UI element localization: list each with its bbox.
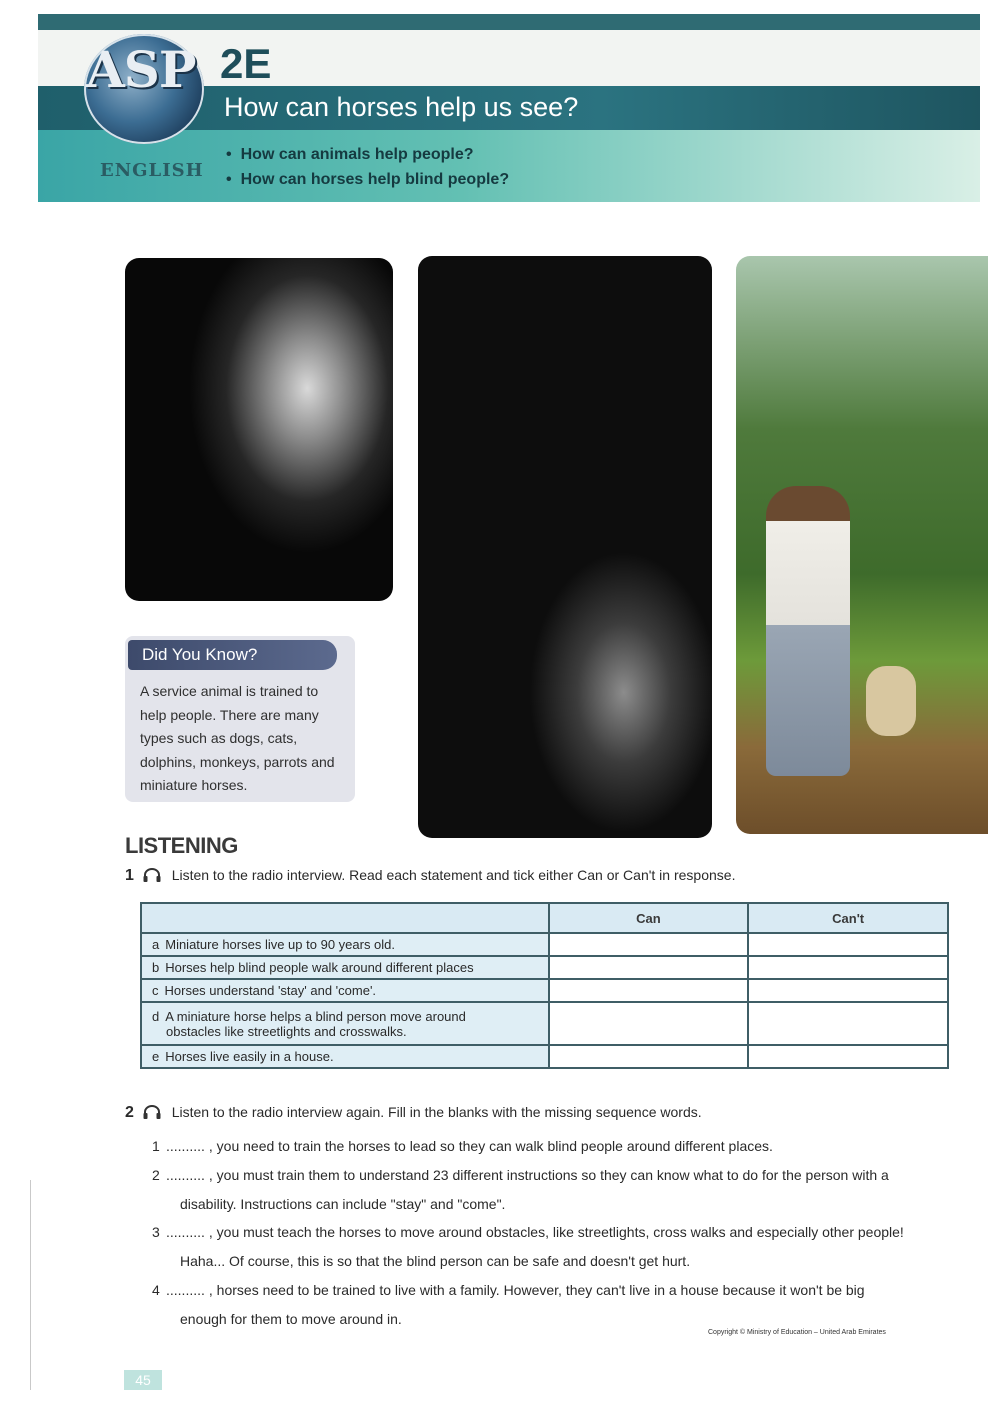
- task-number: 2: [125, 1104, 134, 1121]
- list-item: 4 .......... , horses need to be trained to live with a family. However, they can't live in a house because it won't be big: [152, 1282, 865, 1298]
- can-tick-cell[interactable]: [549, 933, 749, 956]
- blank-input[interactable]: ..........: [166, 1138, 205, 1154]
- list-item: 2 .......... , you must train them to understand 23 different instructions so they can know what to do for the person with a: [152, 1167, 889, 1183]
- headphones-icon: [142, 868, 162, 882]
- lesson-question: • How can horses help blind people?: [226, 171, 509, 196]
- did-you-know-box: [125, 636, 355, 802]
- logo-text: ASP: [86, 40, 196, 99]
- can-tick-cell[interactable]: [549, 979, 749, 1002]
- lesson-question: • How can animals help people?: [226, 146, 509, 171]
- copyright-notice: Copyright © Ministry of Education – United Arab Emirates: [708, 1329, 886, 1336]
- section-title: LISTENING: [125, 833, 238, 858]
- cant-tick-cell[interactable]: [748, 1002, 948, 1045]
- header-top-bar: [38, 14, 980, 30]
- can-tick-cell[interactable]: [549, 956, 749, 979]
- dark-horse-photo: [418, 256, 712, 838]
- did-you-know-line: help people. There are many: [140, 706, 319, 723]
- blank-input[interactable]: ..........: [166, 1224, 205, 1240]
- blank-input[interactable]: ..........: [166, 1167, 205, 1183]
- list-item-continuation: Haha... Of course, this is so that the blind person can be safe and doesn't get hurt.: [180, 1253, 691, 1269]
- list-item-continuation: disability. Instructions can include "stay" and "come".: [180, 1196, 506, 1212]
- task-1-instruction: [125, 867, 735, 885]
- did-you-know-line: dolphins, monkeys, parrots and: [140, 753, 335, 770]
- table-header: Can: [549, 903, 749, 933]
- cant-tick-cell[interactable]: [748, 1045, 948, 1068]
- unit-number: 2E: [220, 40, 272, 87]
- list-item-continuation: enough for them to move around in.: [180, 1311, 402, 1327]
- woman-with-guide-dog-photo: [736, 256, 988, 834]
- guide-dog-figure: [866, 666, 916, 736]
- blank-input[interactable]: ..........: [166, 1282, 205, 1298]
- table-row: [141, 933, 948, 956]
- cant-tick-cell[interactable]: [748, 979, 948, 1002]
- page-number: 45: [124, 1370, 162, 1390]
- instruction-text: Listen to the radio interview. Read each statement and tick either Can or Can't in response.: [171, 867, 736, 883]
- task-number: 1: [125, 867, 134, 884]
- headphones-icon: [142, 1105, 162, 1119]
- lesson-title: How can horses help us see?: [224, 92, 579, 122]
- can-tick-cell[interactable]: [549, 1002, 749, 1045]
- cant-tick-cell[interactable]: [748, 933, 948, 956]
- list-item: 1 .......... , you need to train the horses to lead so they can walk blind people around different places.: [152, 1138, 773, 1154]
- table-header: [141, 903, 549, 933]
- can-tick-cell[interactable]: [549, 1045, 749, 1068]
- statement-cell: a Miniature horses live up to 90 years old.: [141, 933, 549, 956]
- table-row: [141, 1002, 948, 1045]
- white-horse-photo: [125, 258, 393, 601]
- can-cant-table: [140, 902, 949, 1069]
- table-row: [141, 956, 948, 979]
- did-you-know-line: miniature horses.: [140, 777, 248, 793]
- table-header: Can't: [748, 903, 948, 933]
- task-2-instruction: [125, 1104, 702, 1122]
- statement-cell: c Horses understand 'stay' and 'come'.: [141, 979, 549, 1002]
- instruction-text: Listen to the radio interview again. Fill in the blanks with the missing sequence words.: [171, 1104, 702, 1120]
- table-row: [141, 1045, 948, 1068]
- cant-tick-cell[interactable]: [748, 956, 948, 979]
- table-row: [141, 979, 948, 1002]
- statement-cell: e Horses live easily in a house.: [141, 1045, 549, 1068]
- did-you-know-text: [140, 680, 345, 798]
- did-you-know-title: Did You Know?: [128, 640, 337, 670]
- margin-rule: [30, 1180, 31, 1390]
- statement-cell: d A miniature horse helps a blind person move around obstacles like streetlights and crosswalks.: [141, 1002, 549, 1045]
- list-item: 3 .......... , you must teach the horses to move around obstacles, like streetlights, cross walks and especially other people!: [152, 1224, 904, 1240]
- did-you-know-line: A service animal is trained to: [140, 683, 319, 699]
- logo-subtitle: ENGLISH: [100, 160, 204, 181]
- statement-cell: b Horses help blind people walk around different places: [141, 956, 549, 979]
- did-you-know-line: types such as dogs, cats,: [140, 730, 298, 746]
- woman-figure: [766, 486, 850, 776]
- lesson-questions: [226, 146, 509, 196]
